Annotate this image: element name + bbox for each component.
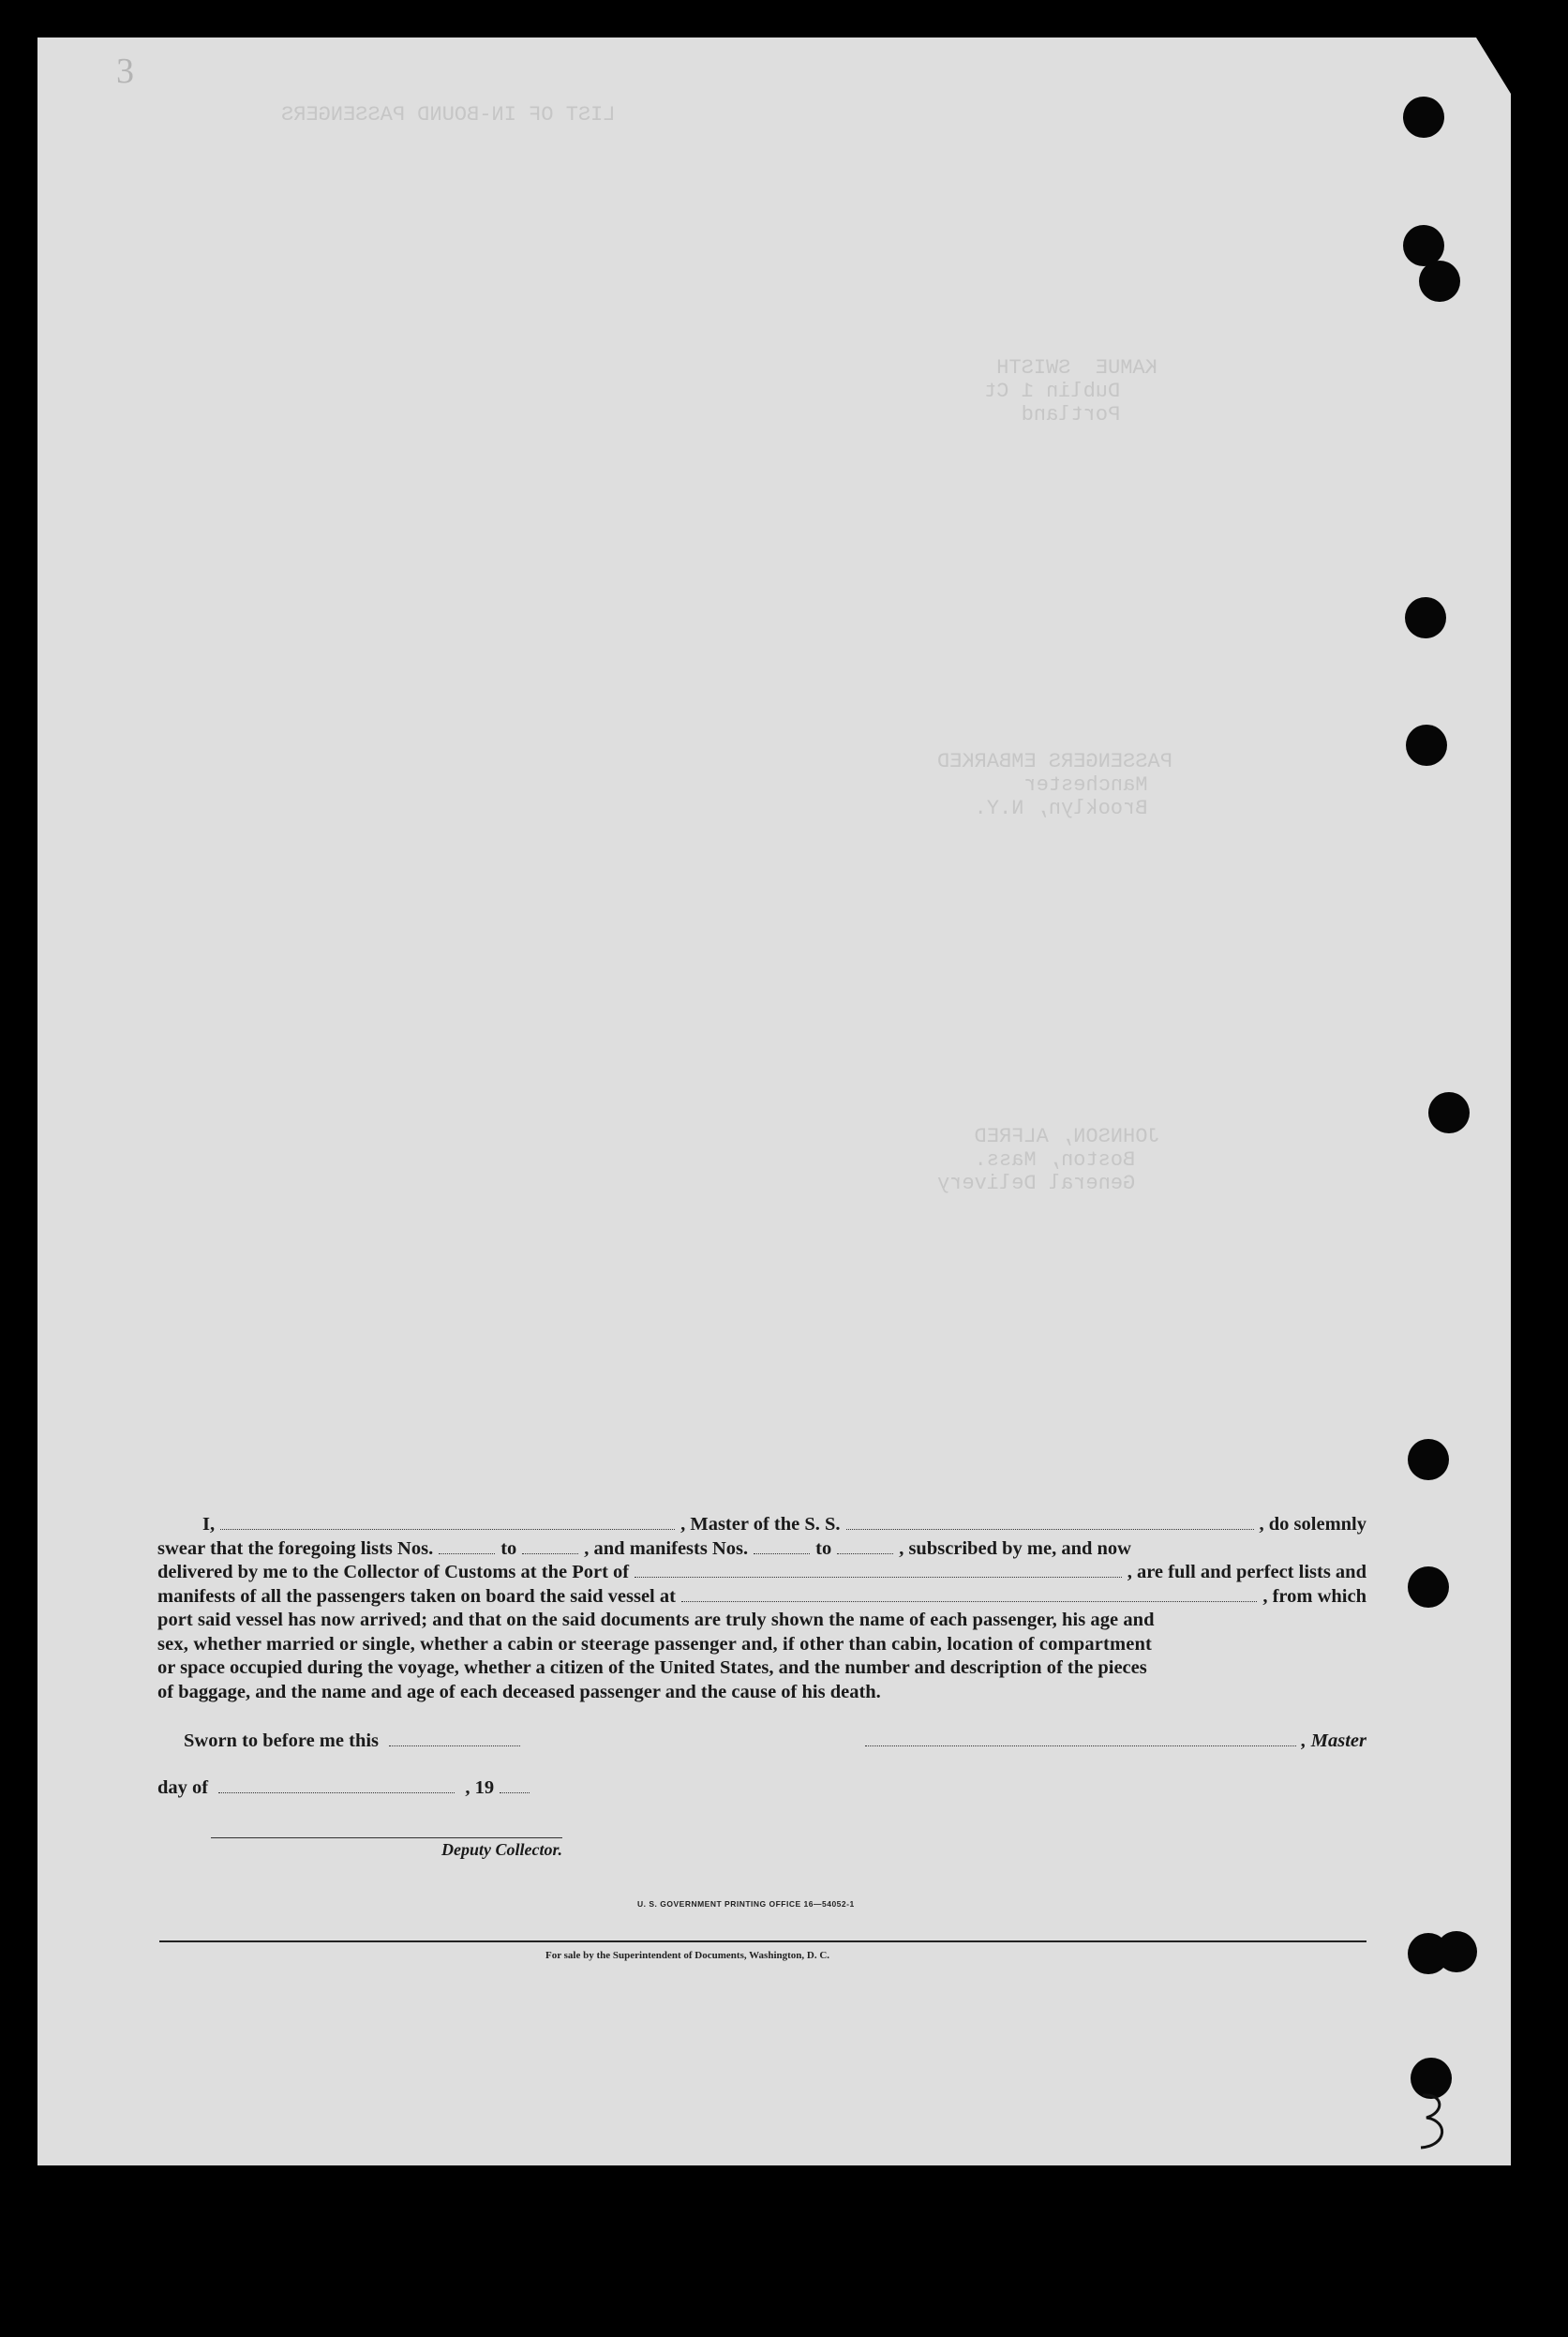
punch-hole — [1403, 97, 1444, 138]
oath-text: of baggage, and the name and age of each deceased passenger and the cause of his death. — [157, 1681, 881, 1702]
master-label: , Master — [1301, 1730, 1366, 1751]
punch-hole — [1405, 597, 1446, 638]
master-oath — [157, 1513, 1366, 1704]
punch-hole — [1406, 725, 1447, 766]
master-name-blank[interactable] — [220, 1514, 675, 1530]
oath-line — [157, 1513, 1366, 1537]
sworn-row — [157, 1730, 1366, 1752]
year-blank[interactable] — [500, 1777, 530, 1793]
day-of-label: day of — [157, 1777, 209, 1798]
bleed-through-text: KAMUE SWISTH Dublin 1 Ct Portland — [984, 356, 1157, 427]
oath-line — [157, 1561, 1366, 1585]
oath-text: I, — [202, 1514, 216, 1535]
for-sale-note: For sale by the Superintendent of Documents, Washington, D. C. — [545, 1950, 830, 1961]
oath-text: , Master of the S. S. — [680, 1514, 841, 1535]
oath-text: swear that the foregoing lists Nos. — [157, 1537, 434, 1559]
oath-text: , from which — [1262, 1585, 1366, 1607]
footer-rule — [159, 1940, 1366, 1942]
oath-line — [157, 1585, 1366, 1610]
punch-hole — [1419, 261, 1460, 302]
oath-text: sex, whether married or single, whether a cabin or steerage passenger and, if other than cabin, location of compartment — [157, 1633, 1152, 1655]
bleed-through-text: JOHNSON, ALFRED Boston, Mass. General Delivery — [937, 1125, 1160, 1195]
port-blank[interactable] — [635, 1562, 1122, 1578]
sworn-date-blank[interactable] — [389, 1730, 520, 1746]
manifest-to-blank[interactable] — [837, 1538, 893, 1554]
departure-port-blank[interactable] — [681, 1586, 1257, 1602]
oath-text: , and manifests Nos. — [584, 1537, 749, 1559]
list-from-blank[interactable] — [439, 1538, 495, 1554]
punch-hole — [1428, 1092, 1470, 1133]
day-row — [157, 1777, 1366, 1799]
punch-hole — [1408, 1566, 1449, 1608]
manifest-from-blank[interactable] — [754, 1538, 810, 1554]
day-of-blank[interactable] — [218, 1777, 455, 1793]
page-number: 3 — [116, 52, 134, 91]
list-to-blank[interactable] — [522, 1538, 578, 1554]
oath-text: , do solemnly — [1259, 1514, 1366, 1535]
oath-text: , subscribed by me, and now — [899, 1537, 1131, 1559]
punch-hole — [1408, 1439, 1449, 1480]
ship-name-blank[interactable] — [846, 1514, 1254, 1530]
bleed-through-text: PASSENGERS EMBARKED Manchester Brooklyn, N.Y. — [937, 750, 1172, 820]
oath-text: or space occupied during the voyage, whether a citizen of the United States, and the number and description of the pieces — [157, 1657, 1147, 1678]
year-label: , 19 — [465, 1777, 495, 1798]
sworn-label: Sworn to before me this — [184, 1730, 380, 1751]
handwritten-mark — [1406, 2086, 1462, 2161]
deputy-collector-signature[interactable]: Deputy Collector. — [211, 1837, 562, 1860]
oath-text: to — [815, 1537, 832, 1559]
bleed-through-text: LIST OF IN-BOUND PASSENGERS — [281, 103, 616, 127]
oath-text: manifests of all the passengers taken on board the said vessel at — [157, 1585, 676, 1607]
gpo-imprint: U. S. GOVERNMENT PRINTING OFFICE 16—54052-1 — [637, 1899, 855, 1909]
oath-text: , are full and perfect lists and — [1127, 1562, 1366, 1582]
oath-line — [157, 1537, 1366, 1562]
master-signature-line[interactable] — [865, 1730, 1296, 1746]
punch-hole — [1436, 1931, 1477, 1972]
oath-text: port said vessel has now arrived; and that on the said documents are truly shown the name of each passenger, his age and — [157, 1610, 1155, 1630]
oath-text: delivered by me to the Collector of Customs at the Port of — [157, 1562, 630, 1582]
oath-text: to — [500, 1537, 517, 1559]
master-signature — [865, 1730, 1366, 1752]
